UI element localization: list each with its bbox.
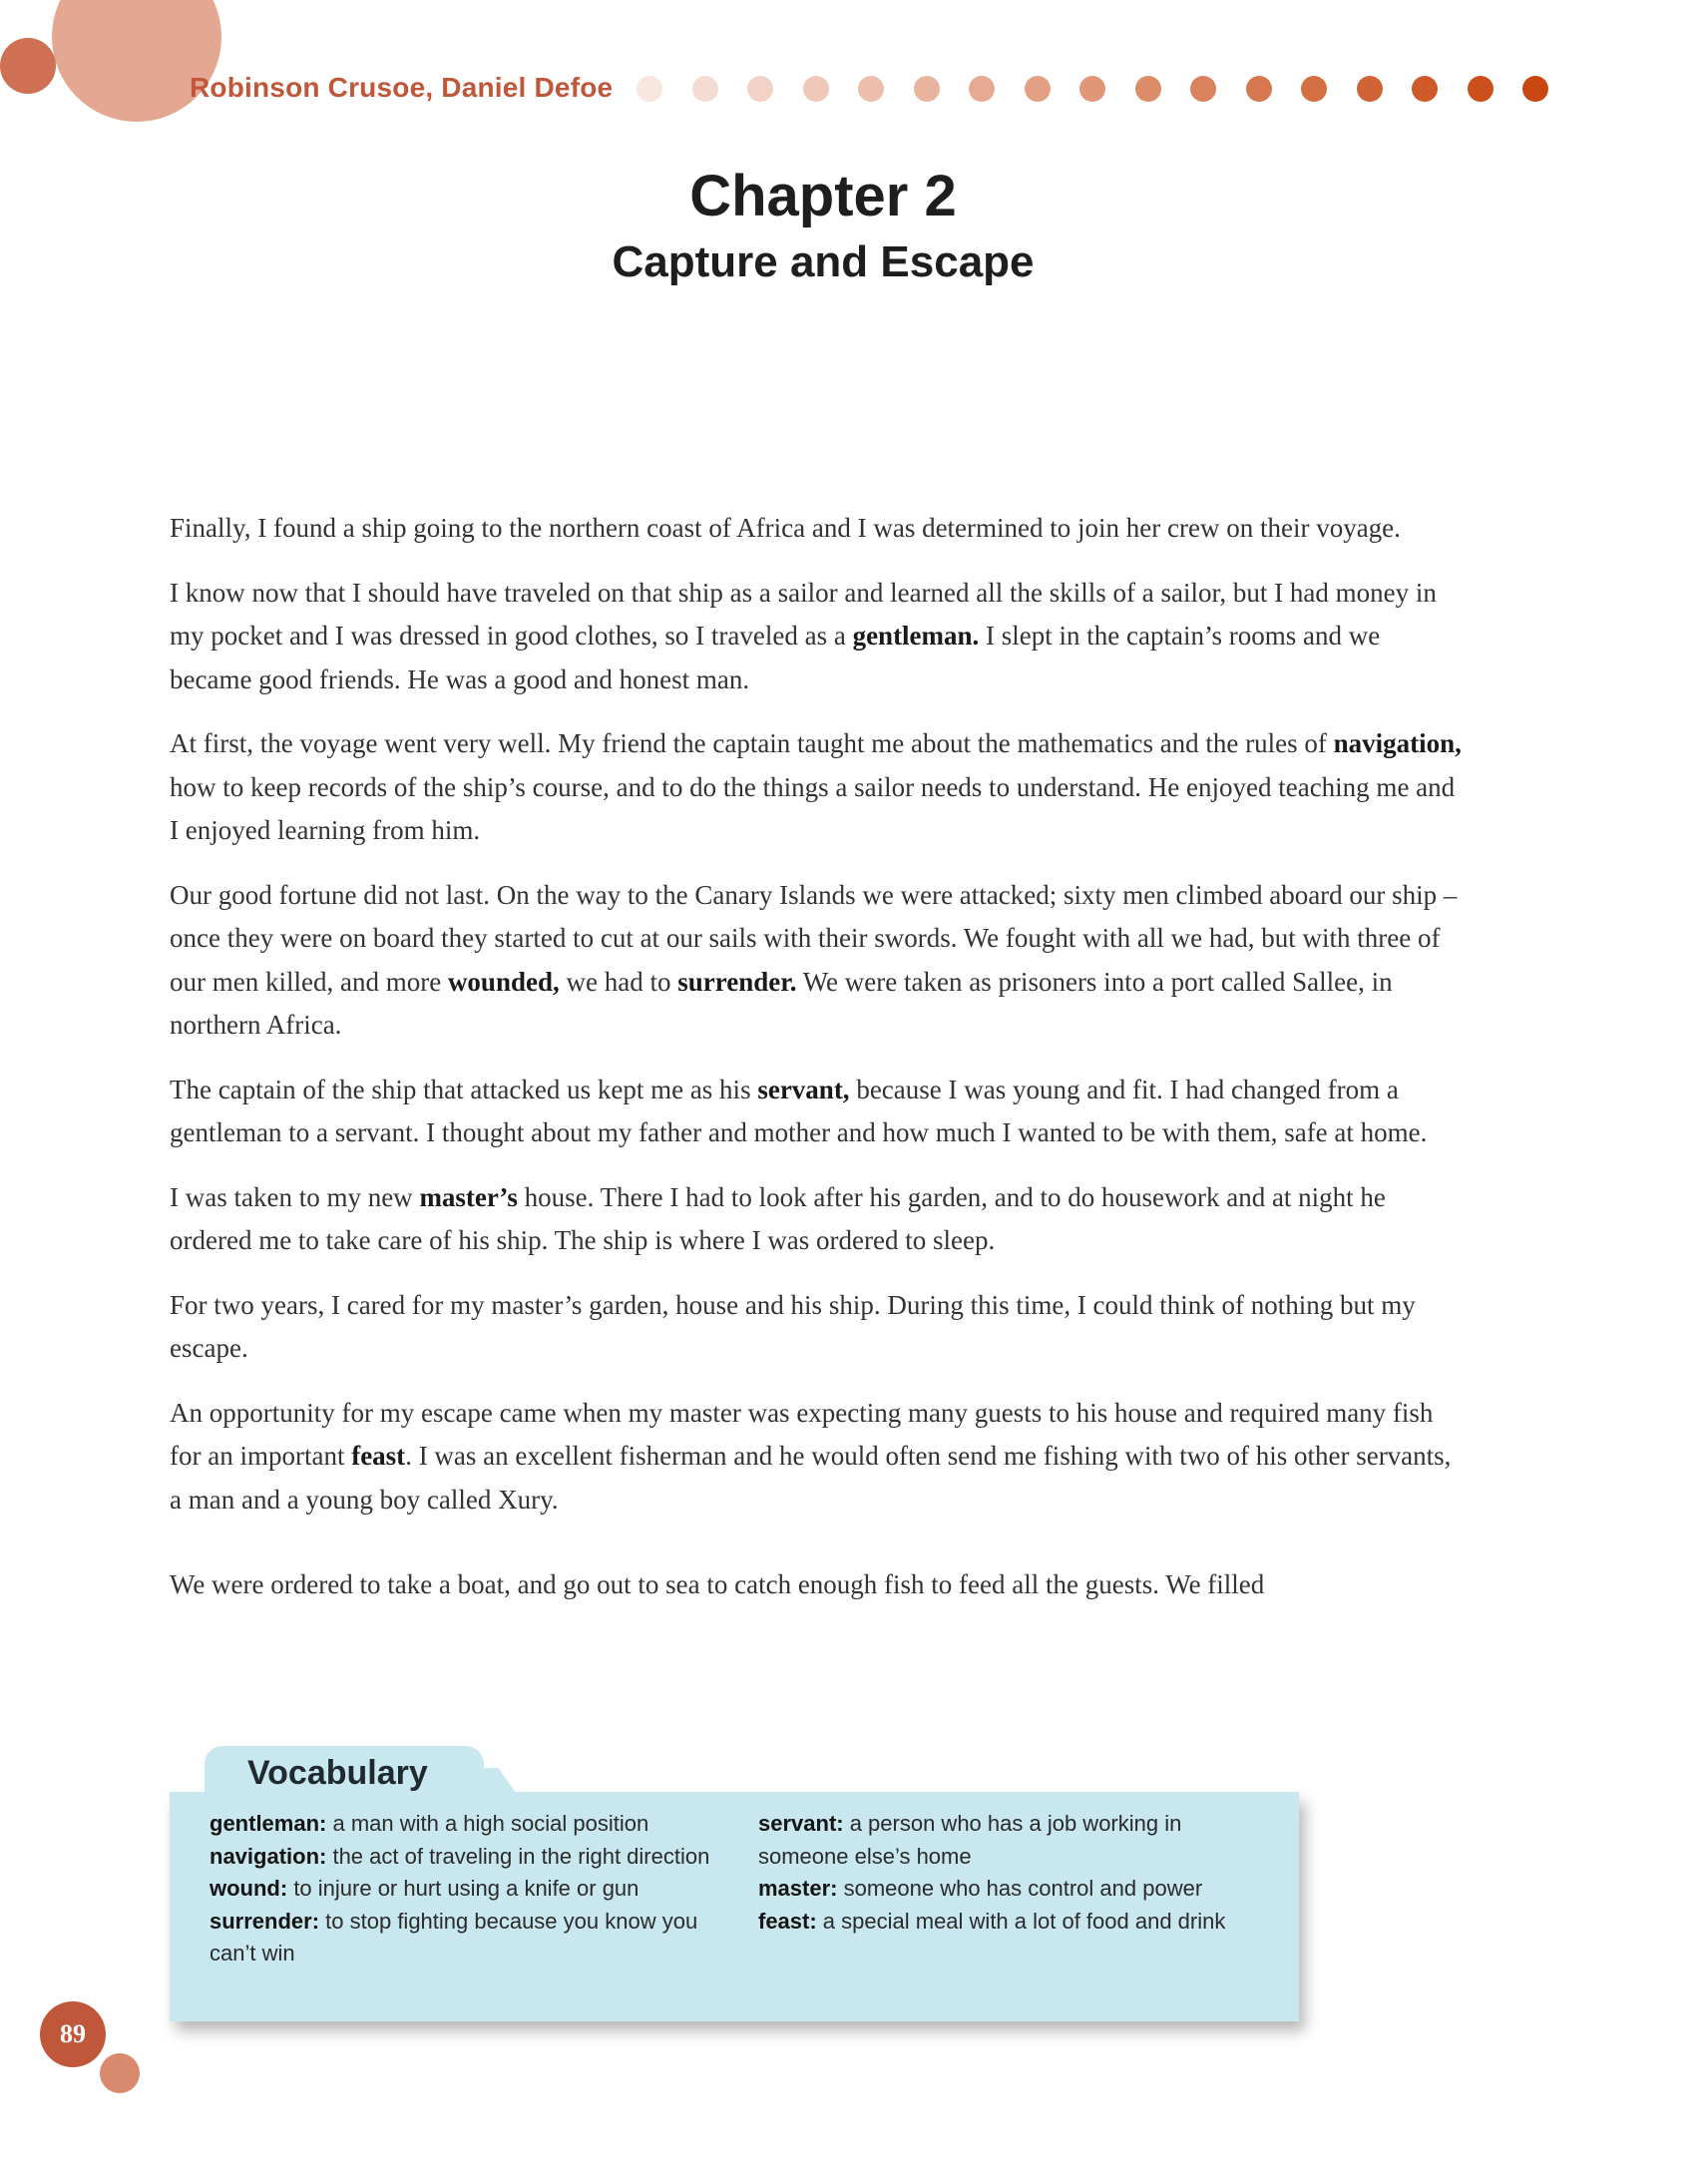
book-title-header: Robinson Crusoe, Daniel Defoe [190, 72, 614, 103]
vocabulary-word: servant, [757, 1074, 850, 1104]
vocabulary-definition: a special meal with a lot of food and drink [816, 1908, 1226, 1934]
body-paragraph [170, 572, 1467, 702]
text-run: house. There I had to look after his garden, and to do housework and at night he ordered me to take care of his ship. The ship is where I was ordered to sleep. [170, 1181, 1386, 1255]
header-dot [969, 76, 995, 102]
text-run: we had to [559, 966, 678, 997]
vocabulary-entry [758, 1873, 1277, 1906]
header-dot [1412, 76, 1438, 102]
page-number: 89 [60, 2019, 86, 2048]
vocabulary-entry [210, 1873, 728, 1906]
vocabulary-entry [758, 1808, 1277, 1873]
vocabulary-definition: a person who has a job working in someone else’s home [758, 1811, 1182, 1869]
chapter-number: Chapter 2 [689, 164, 957, 228]
vocabulary-word: wounded, [447, 966, 560, 997]
vocabulary-term: wound: [210, 1876, 288, 1901]
body-paragraph [170, 722, 1467, 853]
vocabulary-entry [210, 1808, 728, 1841]
text-run: . I was an excellent fisherman and he would often send me fishing with two of his other servants, a man and a young boy called Xury. [170, 1441, 1452, 1515]
vocabulary-definition: to injure or hurt using a knife or gun [287, 1876, 640, 1901]
header-dot [692, 76, 718, 102]
header-dot [1357, 76, 1383, 102]
body-paragraph: Finally, I found a ship going to the northern coast of Africa and I was determined to join her crew on their voyage. [170, 513, 1401, 543]
vocabulary-right-column [758, 1808, 1277, 1938]
header-dot [1468, 76, 1494, 102]
header-decoration-small-circle [0, 38, 56, 94]
text-run: Our good fortune did not last. On the way to the Canary Islands we were attacked; sixty men climbed aboard our ship – once they were on board they started to cut at our sails with their swords. We fought with all we had, but with three of our men killed, and more [170, 879, 1458, 997]
vocabulary-word: surrender. [677, 966, 797, 997]
chapter-subtitle: Capture and Escape [612, 237, 1035, 286]
vocabulary-entry [210, 1906, 728, 1970]
text-run: We were taken as prisoners into a port called Sallee, in northern Africa. [170, 966, 1393, 1040]
header-dot [1135, 76, 1161, 102]
text-run: how to keep records of the ship’s course, and to do the things a sailor needs to understand. He enjoyed teaching me and I enjoyed learning from him. [170, 771, 1456, 845]
vocabulary-term: navigation: [210, 1843, 327, 1869]
vocabulary-definition: someone who has control and power [837, 1876, 1203, 1901]
vocabulary-word: navigation, [1333, 728, 1462, 758]
chapter-heading [0, 160, 1646, 291]
vocabulary-definition: a man with a high social position [326, 1811, 649, 1836]
header-dot [1025, 76, 1051, 102]
header-dot [1246, 76, 1272, 102]
body-paragraph: We were ordered to take a boat, and go out to sea to catch enough fish to feed all the guests. We filled [170, 1569, 1265, 1599]
vocabulary-term: feast: [758, 1908, 817, 1934]
body-paragraph [170, 1392, 1467, 1523]
page-badge-dot [100, 2053, 140, 2093]
vocabulary-word: master’s [419, 1181, 518, 1212]
page-number-badge [40, 2001, 106, 2067]
vocabulary-definition: to stop fighting because you know you can’t win [210, 1908, 698, 1966]
body-paragraph: For two years, I cared for my master’s garden, house and his ship. During this time, I could think of nothing but my escape. [170, 1289, 1416, 1363]
text-run: I know now that I should have traveled on that ship as a sailor and learned all the skills of a sailor, but I had money in my pocket and I was dressed in good clothes, so I traveled as a [170, 577, 1437, 651]
header-dot [1522, 76, 1548, 102]
chapter-body [170, 507, 1467, 1628]
vocabulary-term: surrender: [210, 1908, 320, 1934]
header-dot [1190, 76, 1216, 102]
vocabulary-entry [758, 1906, 1277, 1939]
vocabulary-entry [210, 1841, 728, 1874]
text-run: because I was young and fit. I had changed from a gentleman to a servant. I thought about my father and mother and how much I wanted to be with them, safe at home. [170, 1074, 1428, 1147]
vocabulary-term: master: [758, 1876, 838, 1901]
header-dot-row [637, 76, 1534, 106]
header-dot [747, 76, 773, 102]
header-dot [637, 76, 662, 102]
text-run: I was taken to my new [170, 1181, 420, 1212]
text-run: I slept in the captain’s rooms and we became good friends. He was a good and honest man. [170, 621, 1381, 694]
header-dot [803, 76, 829, 102]
vocabulary-definition: the act of traveling in the right direction [326, 1843, 710, 1869]
header-dot [1301, 76, 1327, 102]
body-paragraph [170, 874, 1467, 1048]
vocabulary-left-column [210, 1808, 728, 1970]
vocabulary-word: gentleman. [852, 621, 980, 651]
vocabulary-word: feast [351, 1441, 406, 1471]
body-paragraph [170, 1069, 1467, 1155]
header-dot [858, 76, 884, 102]
vocabulary-title: Vocabulary [247, 1754, 428, 1792]
body-paragraph [170, 1176, 1467, 1263]
header-dot [914, 76, 940, 102]
vocabulary-term: gentleman: [210, 1811, 327, 1836]
vocabulary-term: servant: [758, 1811, 844, 1836]
text-run: The captain of the ship that attacked us kept me as his [170, 1074, 758, 1104]
text-run: An opportunity for my escape came when my master was expecting many guests to his house and required many fish for an important [170, 1397, 1434, 1471]
header-dot [1079, 76, 1105, 102]
text-run: At first, the voyage went very well. My friend the captain taught me about the mathematics and the rules of [170, 728, 1334, 758]
